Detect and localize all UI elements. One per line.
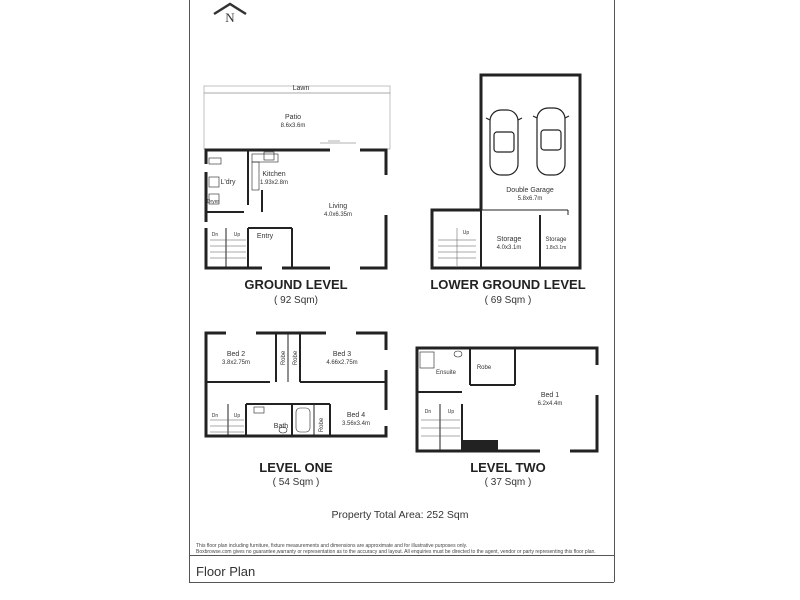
stairs-up-label: Up: [233, 413, 241, 419]
level-two-plan: [417, 348, 597, 451]
bed4-dimensions: 3.56x3.4m: [341, 421, 371, 427]
bed4-label: Bed 4: [346, 412, 366, 419]
bed3-dimensions: 4.66x2.75m: [326, 360, 358, 366]
bath-label: Bath: [273, 423, 289, 430]
disclaimer-line-1: This floor plan including furniture, fixture measurements and dimensions are approximate and for illustrative purposes only.: [196, 543, 468, 549]
property-total-area: Property Total Area: 252 Sqm: [331, 509, 469, 521]
stairs-up-label: Up: [447, 409, 455, 415]
ensuite-label: Ensuite: [435, 370, 457, 376]
stairs-down-label: Dn: [211, 232, 219, 238]
storage-label: Storage: [496, 236, 522, 243]
robe-label: Robe: [476, 365, 492, 371]
compass-label: N: [225, 10, 235, 25]
stairs-down-label: Dn: [424, 409, 432, 415]
garage-dimensions: 5.8x6.7m: [517, 196, 543, 202]
car-icon: [533, 108, 569, 175]
bed1-label: Bed 1: [540, 392, 560, 399]
ground-level-title: GROUND LEVEL: [244, 277, 348, 292]
stairs-down-label: Dn: [211, 413, 219, 419]
robe-label: Robe: [319, 417, 325, 433]
living-label: Living: [328, 203, 348, 210]
lower-ground-level-title: LOWER GROUND LEVEL: [430, 277, 586, 292]
bed1-dimensions: 6.2x4.4m: [537, 401, 563, 407]
level-two-labels: [425, 365, 563, 415]
dryer-label: Dryer: [206, 199, 220, 205]
ground-level-area: ( 92 Sqm): [274, 295, 318, 306]
living-dimensions: 4.0x6.35m: [323, 212, 353, 218]
compass-icon: [214, 4, 246, 25]
lawn-label: Lawn: [292, 85, 310, 92]
disclaimer-line-2: Boxbrowse.com gives no guarantee,warranty or representation as to the accuracy and layout. All enquiries must be directed to the agent, vendor or party representing this floor plan.: [196, 549, 596, 555]
patio-label: Patio: [285, 114, 301, 121]
bed2-label: Bed 2: [226, 351, 246, 358]
robe-label: Robe: [293, 350, 299, 366]
level-one-area: ( 54 Sqm ): [272, 477, 320, 488]
kitchen-label: Kitchen: [262, 171, 286, 178]
garage-label: Double Garage: [506, 187, 554, 194]
bed2-dimensions: 3.8x2.75m: [221, 360, 251, 366]
ground-level-labels: [207, 85, 352, 240]
storage-dimensions: 4.0x3.1m: [496, 245, 522, 251]
storage-small-label: Storage: [545, 237, 567, 243]
stairs-up-label: Up: [233, 232, 241, 238]
laundry-label: L'dry: [220, 179, 236, 186]
robe-label: Robe: [281, 350, 287, 366]
lower-ground-level-labels: [463, 187, 567, 251]
level-two-area: ( 37 Sqm ): [484, 477, 532, 488]
entry-label: Entry: [256, 233, 274, 240]
floor-plan-footer-label: Floor Plan: [196, 564, 256, 579]
lower-ground-level-area: ( 69 Sqm ): [484, 295, 532, 306]
stairs-up-label: Up: [462, 230, 470, 236]
car-icon: [486, 110, 522, 175]
patio-dimensions: 8.6x3.6m: [280, 123, 306, 129]
storage-small-dimensions: 1.8x3.1m: [545, 245, 567, 251]
level-two-title: LEVEL TWO: [470, 460, 546, 475]
bed3-label: Bed 3: [332, 351, 352, 358]
kitchen-dimensions: 1.93x2.8m: [259, 180, 289, 186]
level-one-title: LEVEL ONE: [259, 460, 333, 475]
